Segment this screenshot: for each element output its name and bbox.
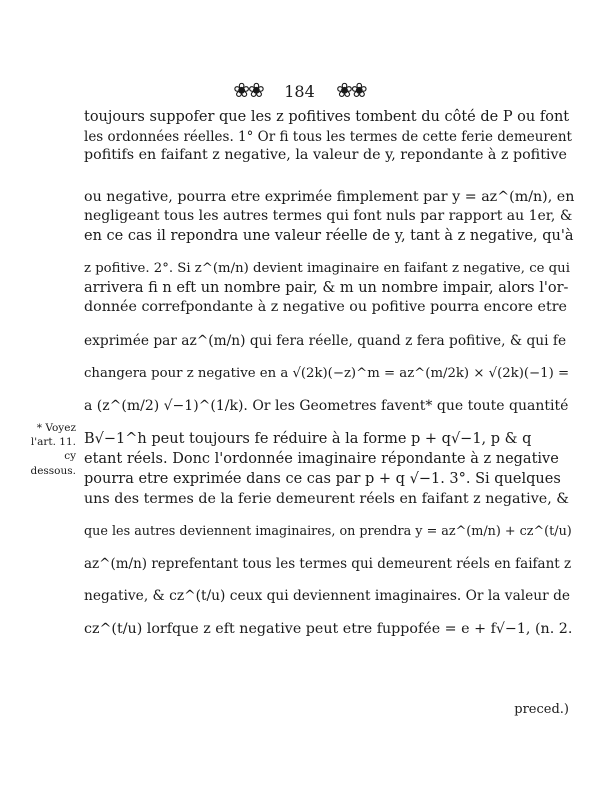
body-text bbox=[84, 108, 574, 639]
text-line: etant réels. Donc l'ordonnée imaginaire répondante à z negative bbox=[84, 450, 559, 467]
text-line: uns des termes de la ferie demeurent réels en faifant z negative, & bbox=[84, 490, 569, 507]
text-line: donnée correfpondante à z negative ou pofitive pourra encore etre bbox=[84, 299, 567, 316]
page-header bbox=[0, 78, 599, 102]
text-line: a (z^(m/2) √−1)^(1/k). Or les Geometres favent* que toute quantité bbox=[84, 397, 569, 414]
text-line: que les autres deviennent imaginaires, on prendra y = az^(m/n) + cz^(t/u) bbox=[84, 524, 572, 540]
text-line: exprimée par az^(m/n) qui fera réelle, quand z fera pofitive, & qui fe bbox=[84, 332, 567, 349]
text-line: cz^(t/u) lorfque z eft negative peut etre fuppofée = e + f√−1, (n. 2. bbox=[84, 620, 573, 637]
text-line: arrivera fi n eft un nombre pair, & m un nombre impair, alors l'or- bbox=[84, 279, 569, 296]
text-line: les ordonnées réelles. 1° Or fi tous les termes de cette ferie demeurent bbox=[84, 128, 572, 145]
ornament-right-icon: ❀❀ bbox=[336, 78, 366, 102]
margin-note-line: l'art. 11. cy bbox=[30, 436, 76, 463]
text-line: negative, & cz^(t/u) ceux qui deviennent imaginaires. Or la valeur de bbox=[84, 588, 571, 605]
text-line: en ce cas il repondra une valeur réelle de y, tant à z negative, qu'à bbox=[84, 227, 574, 244]
ornament-left-icon: ❀❀ bbox=[233, 78, 263, 102]
end-note: preced.) bbox=[514, 702, 569, 717]
text-line: B√−1^h peut toujours fe réduire à la forme p + q√−1, p & q bbox=[84, 431, 532, 448]
margin-note-line: dessous. bbox=[30, 464, 76, 477]
margin-note bbox=[20, 421, 76, 478]
text-line: toujours suppofer que les z pofitives tombent du côté de P ou font bbox=[84, 109, 570, 125]
text-line: az^(m/n) reprefentant tous les termes qui demeurent réels en faifant z bbox=[84, 555, 572, 572]
text-line: ou negative, pourra etre exprimée fimplement par y = az^(m/n), en bbox=[84, 188, 575, 205]
margin-note-line: * Voyez bbox=[36, 422, 76, 434]
page-number: 184 bbox=[284, 82, 315, 101]
text-line: z pofitive. 2°. Si z^(m/n) devient imaginaire en faifant z negative, ce qui bbox=[84, 261, 570, 277]
text-line: pourra etre exprimée dans ce cas par p + q √−1. 3°. Si quelques bbox=[84, 470, 561, 487]
text-line: changera pour z negative en a √(2k)(−z)^m = az^(m/2k) × √(2k)(−1) = bbox=[84, 365, 570, 381]
text-line: pofitifs en faifant z negative, la valeur de y, repondante à z pofitive bbox=[84, 147, 567, 164]
text-line: negligeant tous les autres termes qui font nuls par rapport au 1er, & bbox=[84, 208, 573, 225]
